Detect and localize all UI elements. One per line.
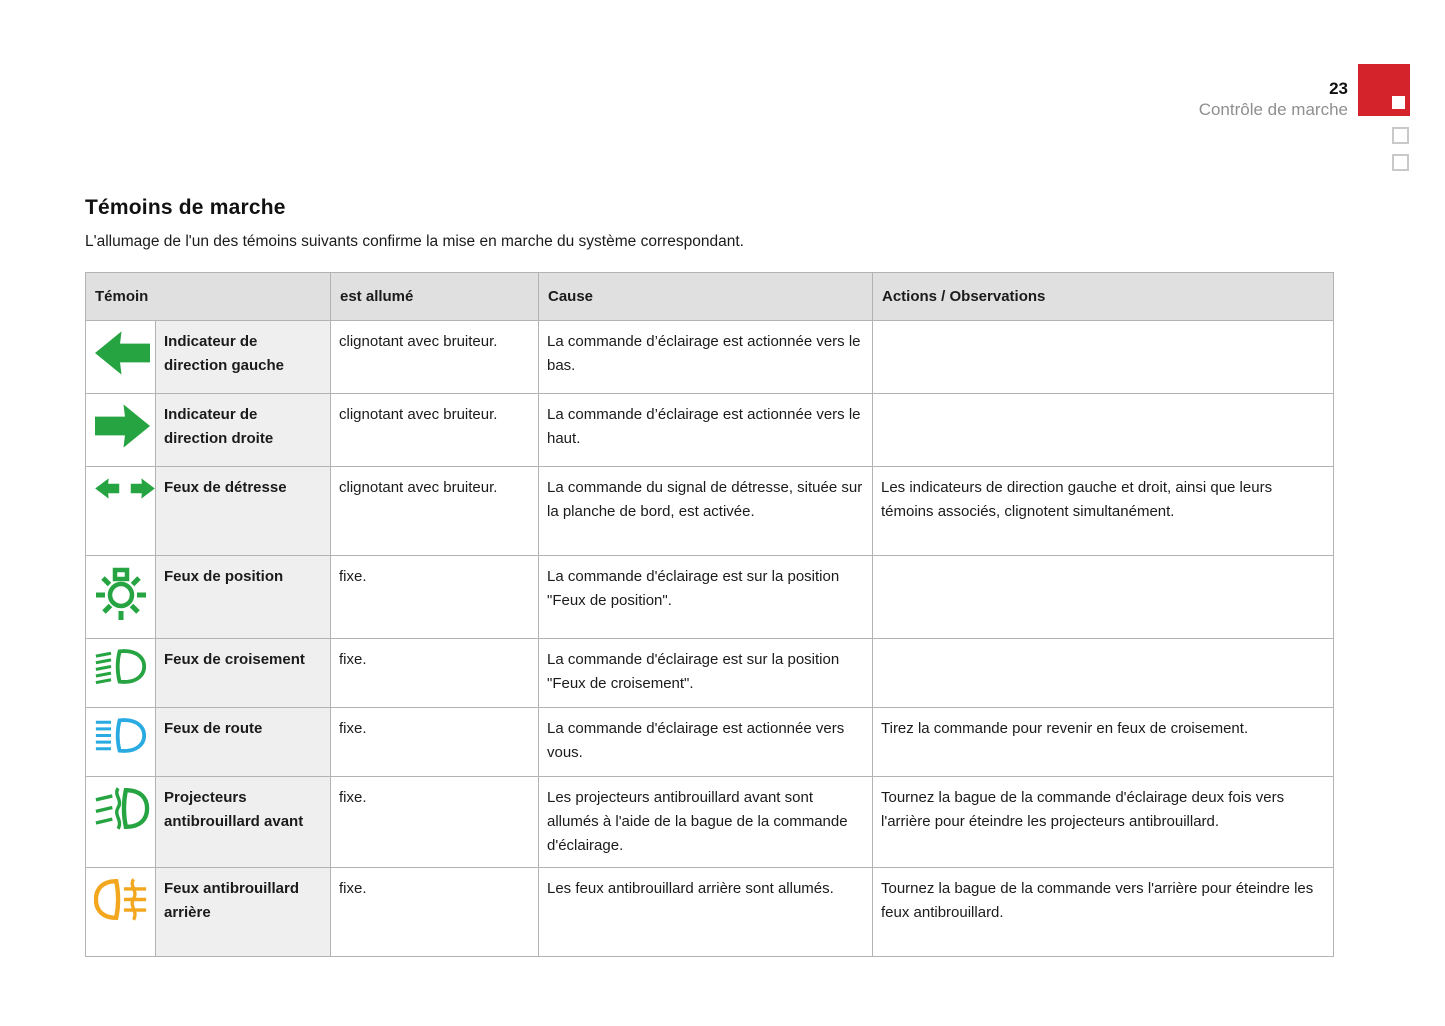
telltale-icon-cell <box>86 467 156 556</box>
telltale-actions: Tournez la bague de la commande d'éclairage deux fois vers l'arrière pour éteindre les projecteurs antibrouillard. <box>873 777 1334 868</box>
telltale-cause: La commande d'éclairage est sur la position "Feux de position". <box>539 556 873 639</box>
intro-text: L'allumage de l'un des témoins suivants confirme la mise en marche du système correspondant. <box>85 233 744 250</box>
telltale-icon-cell <box>86 394 156 467</box>
telltale-icon-cell <box>86 639 156 708</box>
column-header-est-allume: est allumé <box>331 273 539 321</box>
telltale-state: fixe. <box>331 556 539 639</box>
hazard-warning-icon <box>94 476 156 501</box>
telltale-actions <box>873 321 1334 394</box>
table-row <box>86 556 1334 639</box>
table-row <box>86 394 1334 467</box>
telltale-actions <box>873 639 1334 708</box>
telltale-name: Feux de détresse <box>156 467 331 556</box>
right-turn-indicator-icon <box>94 403 151 449</box>
table-row <box>86 708 1334 777</box>
telltale-name: Feux de position <box>156 556 331 639</box>
telltale-actions: Tirez la commande pour revenir en feux de croisement. <box>873 708 1334 777</box>
telltale-state: clignotant avec bruiteur. <box>331 467 539 556</box>
telltale-actions <box>873 556 1334 639</box>
telltale-name: Feux de route <box>156 708 331 777</box>
chapter-marker <box>1358 64 1410 116</box>
telltales-table <box>85 272 1334 957</box>
telltale-icon-cell <box>86 556 156 639</box>
chapter-tab-box <box>1392 127 1409 144</box>
telltale-state: fixe. <box>331 777 539 868</box>
table-row <box>86 777 1334 868</box>
left-turn-indicator-icon <box>94 330 151 376</box>
table-row <box>86 321 1334 394</box>
table-row <box>86 467 1334 556</box>
side-lights-icon <box>94 565 148 621</box>
low-beam-icon <box>94 648 147 685</box>
telltale-state: fixe. <box>331 708 539 777</box>
telltale-name: Indicateur de direction droite <box>156 394 331 467</box>
front-fog-icon <box>94 786 150 831</box>
column-header-cause: Cause <box>539 273 873 321</box>
telltale-actions: Les indicateurs de direction gauche et droit, ainsi que leurs témoins associés, clignotent simultanément. <box>873 467 1334 556</box>
telltale-name: Projecteurs antibrouillard avant <box>156 777 331 868</box>
page-content <box>85 196 1333 957</box>
telltale-actions <box>873 394 1334 467</box>
telltale-state: clignotant avec bruiteur. <box>331 394 539 467</box>
telltale-icon-cell <box>86 708 156 777</box>
high-beam-icon <box>94 717 147 754</box>
page-title: Témoins de marche <box>85 196 286 219</box>
telltale-table-body <box>86 321 1334 957</box>
telltale-cause: Les feux antibrouillard arrière sont allumés. <box>539 868 873 957</box>
telltale-state: fixe. <box>331 639 539 708</box>
telltale-name: Indicateur de direction gauche <box>156 321 331 394</box>
telltale-icon-cell <box>86 321 156 394</box>
telltale-cause: La commande d’éclairage est actionnée vers le haut. <box>539 394 873 467</box>
column-header-temoin: Témoin <box>86 273 331 321</box>
table-header-row <box>86 273 1334 321</box>
telltale-cause: La commande d'éclairage est sur la position "Feux de croisement". <box>539 639 873 708</box>
section-title: Contrôle de marche <box>1198 100 1348 119</box>
telltale-name: Feux de croisement <box>156 639 331 708</box>
table-row <box>86 868 1334 957</box>
telltale-actions: Tournez la bague de la commande vers l'arrière pour éteindre les feux antibrouillard. <box>873 868 1334 957</box>
telltale-cause: La commande d’éclairage est actionnée vers le bas. <box>539 321 873 394</box>
column-header-actions: Actions / Observations <box>873 273 1334 321</box>
table-row <box>86 639 1334 708</box>
telltale-state: fixe. <box>331 868 539 957</box>
chapter-tab-box <box>1392 154 1409 171</box>
telltale-name: Feux antibrouillard arrière <box>156 868 331 957</box>
telltale-icon-cell <box>86 868 156 957</box>
telltale-cause: La commande du signal de détresse, située sur la planche de bord, est activée. <box>539 467 873 556</box>
telltale-icon-cell <box>86 777 156 868</box>
telltale-cause: La commande d'éclairage est actionnée vers vous. <box>539 708 873 777</box>
telltale-cause: Les projecteurs antibrouillard avant sont allumés à l'aide de la bague de la commande d'éclairage. <box>539 777 873 868</box>
telltale-state: clignotant avec bruiteur. <box>331 321 539 394</box>
chapter-marker-dot <box>1392 96 1405 109</box>
page-number: 23 <box>1329 79 1348 98</box>
rear-fog-icon <box>94 877 150 922</box>
